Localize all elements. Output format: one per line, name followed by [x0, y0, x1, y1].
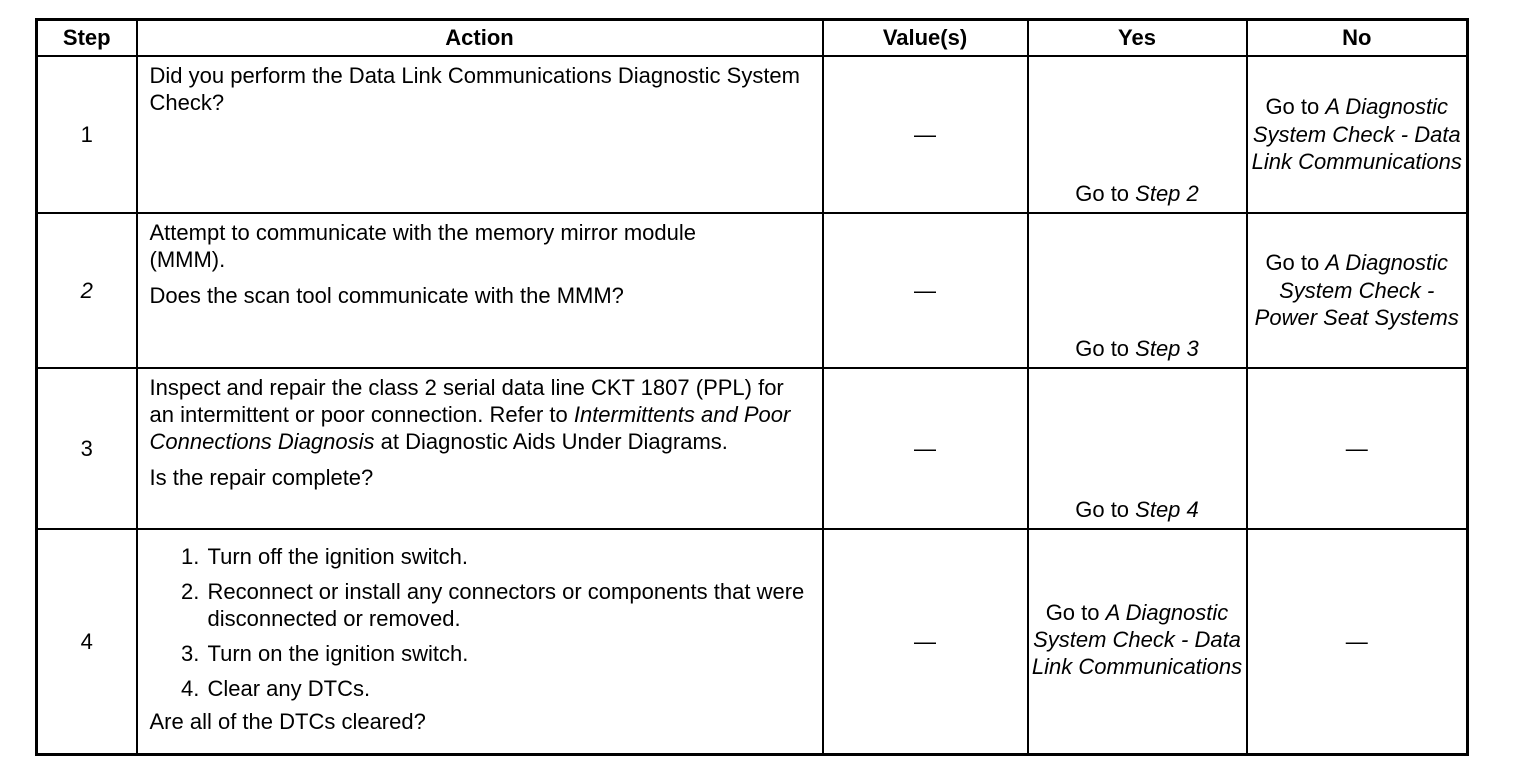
list-item: 3. Turn on the ignition switch.: [206, 640, 812, 667]
no-prefix: Go to: [1265, 94, 1326, 120]
value-dash: —: [914, 278, 936, 303]
no-link[interactable]: A Diagnostic System Check - Data Link Communications: [1251, 94, 1462, 175]
header-yes: Yes: [1028, 20, 1247, 57]
step-number: 1: [37, 56, 137, 213]
header-values: Value(s): [823, 20, 1028, 57]
no-cell: [1247, 56, 1468, 213]
yes-prefix: Go to: [1075, 336, 1136, 361]
value-dash: —: [914, 122, 936, 147]
yes-link[interactable]: Step 2: [1135, 181, 1199, 206]
table-row: [37, 529, 1468, 755]
value-cell: [823, 56, 1028, 213]
action-cell: [137, 368, 823, 529]
table-row: [37, 368, 1468, 529]
action-text: Attempt to communicate with the memory mirror module (MMM).: [149, 220, 697, 272]
no-cell: [1247, 213, 1468, 368]
action-tail: at Diagnostic Aids Under Diagrams.: [374, 429, 728, 454]
no-link[interactable]: A Diagnostic System Check - Power Seat Systems: [1254, 250, 1459, 331]
yes-cell: [1028, 368, 1247, 529]
step-number: 2: [37, 213, 137, 368]
action-reference-link[interactable]: Intermittents and Poor Connections Diagnosis: [149, 402, 791, 454]
header-action: Action: [137, 20, 823, 57]
action-cell: [137, 529, 823, 755]
yes-link[interactable]: Step 3: [1135, 336, 1199, 361]
value-cell: [823, 368, 1028, 529]
yes-cell: [1028, 56, 1247, 213]
diagnostic-table: [35, 18, 1469, 756]
value-dash: —: [914, 629, 936, 654]
no-dash: —: [1345, 628, 1368, 654]
yes-cell: [1028, 529, 1247, 755]
action-steps-list: [150, 543, 812, 702]
no-prefix: Go to: [1265, 250, 1326, 276]
action-text: Did you perform the Data Link Communications Diagnostic System Check?: [149, 63, 800, 115]
no-cell: [1247, 529, 1468, 755]
list-item: 4. Clear any DTCs.: [206, 675, 812, 702]
yes-prefix: Go to: [1075, 181, 1136, 206]
yes-prefix: Go to: [1045, 599, 1106, 625]
yes-prefix: Go to: [1075, 497, 1136, 522]
list-item: 1. Turn off the ignition switch.: [206, 543, 812, 570]
no-cell: [1247, 368, 1468, 529]
list-item: 2. Reconnect or install any connectors or components that were disconnected or removed.: [206, 578, 812, 632]
header-step: Step: [37, 20, 137, 57]
yes-link[interactable]: Step 4: [1135, 497, 1199, 522]
action-text: [150, 374, 812, 455]
value-dash: —: [914, 436, 936, 461]
action-question: Are all of the DTCs cleared?: [149, 709, 426, 734]
action-question: Does the scan tool communicate with the MMM?: [149, 283, 624, 308]
table-row: [37, 56, 1468, 213]
action-cell: [137, 213, 823, 368]
step-number: 4: [37, 529, 137, 755]
step-number: 3: [37, 368, 137, 529]
header-row: [37, 20, 1468, 57]
table-row: [37, 213, 1468, 368]
yes-link[interactable]: A Diagnostic System Check - Data Link Communications: [1031, 599, 1243, 679]
action-cell: [137, 56, 823, 213]
value-cell: [823, 529, 1028, 755]
value-cell: [823, 213, 1028, 368]
action-question: Is the repair complete?: [149, 465, 374, 490]
action-intro: Inspect and repair the class 2 serial data line CKT 1807 (PPL) for an intermittent or poor connection. Refer to: [149, 375, 784, 427]
no-dash: —: [1345, 435, 1368, 461]
header-no: No: [1247, 20, 1468, 57]
yes-cell: [1028, 213, 1247, 368]
